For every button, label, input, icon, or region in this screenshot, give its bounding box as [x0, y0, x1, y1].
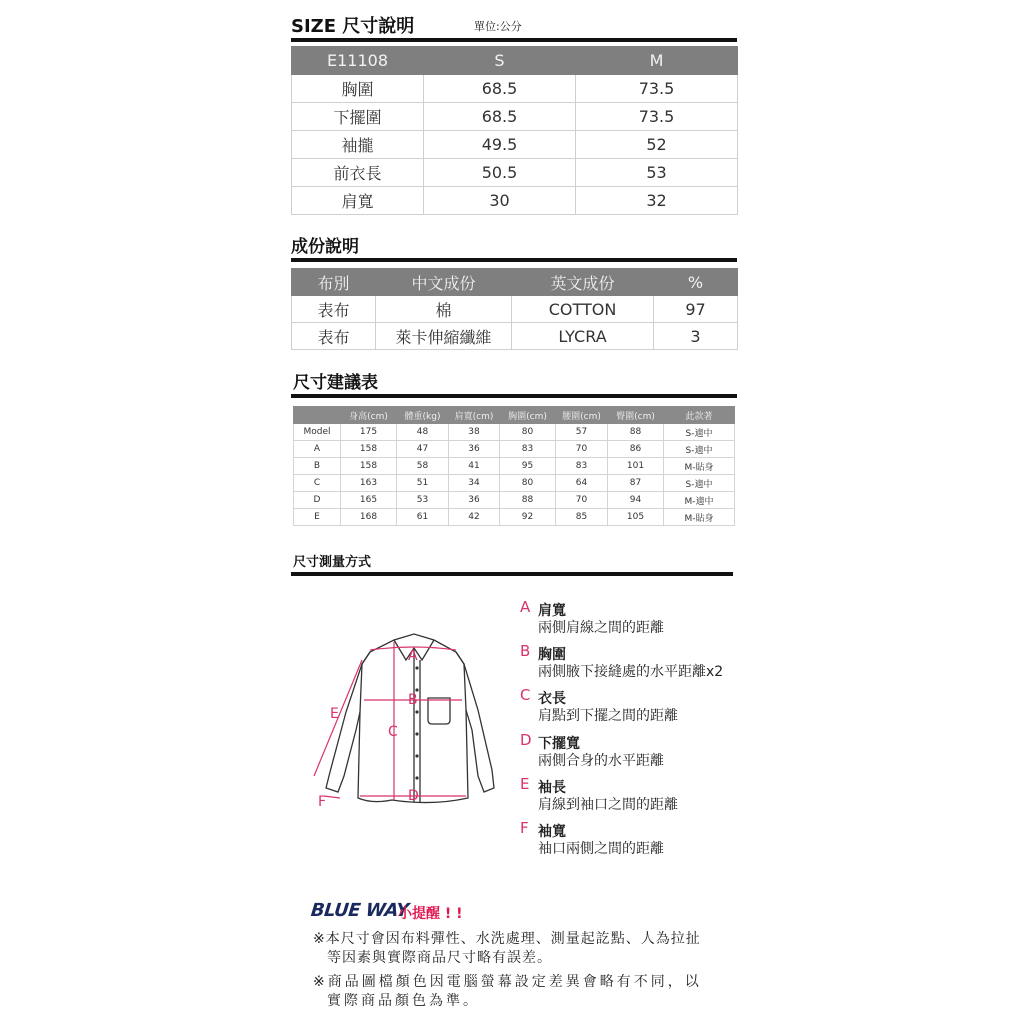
table-cell: 85 — [556, 509, 608, 526]
table-cell: A — [294, 441, 341, 458]
diagram-letter-a: A — [408, 648, 418, 664]
table-cell: 68.5 — [424, 103, 576, 131]
reminder-note-2-line-1: ※商品圖檔顏色因電腦螢幕設定差異會略有不同，以 — [313, 974, 702, 990]
recommend-header-cell: 胸圍(cm) — [500, 407, 556, 424]
recommend-table — [293, 406, 735, 526]
table-row — [294, 458, 735, 475]
table-cell: 83 — [500, 441, 556, 458]
table-cell: M-適中 — [664, 492, 735, 509]
shirt-measurement-diagram — [296, 620, 518, 816]
composition-table-header — [292, 269, 738, 296]
table-row — [294, 424, 735, 441]
table-cell: 68.5 — [424, 75, 576, 103]
table-cell: S-適中 — [664, 475, 735, 492]
table-cell: C — [294, 475, 341, 492]
table-cell: 88 — [500, 492, 556, 509]
composition-header-cell: 中文成份 — [376, 269, 512, 296]
table-cell: 52 — [576, 131, 738, 159]
table-row — [294, 475, 735, 492]
table-cell: M-貼身 — [664, 458, 735, 475]
legend-desc: 袖口兩側之間的距離 — [538, 841, 664, 857]
table-cell: 32 — [576, 187, 738, 215]
table-cell: 97 — [654, 296, 738, 323]
table-cell: 158 — [341, 458, 397, 475]
table-cell: 64 — [556, 475, 608, 492]
recommend-header-cell: 體重(kg) — [397, 407, 449, 424]
legend-letter: E — [520, 775, 530, 793]
reminder-label: 小提醒 ! ! — [398, 906, 463, 922]
table-cell: 53 — [576, 159, 738, 187]
table-cell: 47 — [397, 441, 449, 458]
legend-letter: D — [520, 731, 532, 749]
composition-header-cell: % — [654, 269, 738, 296]
table-cell: 萊卡伸縮纖維 — [376, 323, 512, 350]
table-cell: 50.5 — [424, 159, 576, 187]
table-cell: 73.5 — [576, 75, 738, 103]
legend-letter: B — [520, 642, 531, 660]
table-cell: 105 — [608, 509, 664, 526]
table-cell: 41 — [449, 458, 500, 475]
shirt-pocket — [428, 698, 450, 724]
shirt-right-sleeve — [456, 652, 494, 792]
size-section-rule — [291, 38, 737, 42]
legend-desc: 兩側腋下接縫處的水平距離x2 — [538, 664, 724, 680]
diagram-letter-c: C — [388, 724, 398, 740]
reminder-note-2 — [313, 973, 743, 1011]
legend-title: 衣長 — [538, 691, 566, 707]
legend-title: 肩寬 — [538, 603, 566, 619]
table-cell: 棉 — [376, 296, 512, 323]
legend-desc: 肩點到下擺之間的距離 — [538, 708, 678, 724]
table-cell: Model — [294, 424, 341, 441]
table-cell: 30 — [424, 187, 576, 215]
recommend-header-cell: 腰圍(cm) — [556, 407, 608, 424]
table-cell: 86 — [608, 441, 664, 458]
table-row — [294, 492, 735, 509]
table-cell: 49.5 — [424, 131, 576, 159]
legend-title: 胸圍 — [538, 647, 566, 663]
shirt-left-sleeve — [326, 652, 370, 792]
table-cell: 73.5 — [576, 103, 738, 131]
table-cell: 58 — [397, 458, 449, 475]
table-row — [292, 103, 738, 131]
measure-line-f — [324, 796, 340, 798]
table-cell: 83 — [556, 458, 608, 475]
table-cell: D — [294, 492, 341, 509]
legend-title: 袖寬 — [538, 824, 566, 840]
table-cell: 51 — [397, 475, 449, 492]
table-row — [292, 131, 738, 159]
table-cell: 168 — [341, 509, 397, 526]
table-cell: 胸圍 — [292, 75, 424, 103]
table-cell: B — [294, 458, 341, 475]
measure-section-title: 尺寸測量方式 — [293, 555, 372, 570]
table-cell: 70 — [556, 492, 608, 509]
table-row — [292, 296, 738, 323]
size-section-title: SIZE 尺寸說明 — [291, 16, 415, 37]
legend-letter: C — [520, 686, 531, 704]
recommend-header-cell: 臀圍(cm) — [608, 407, 664, 424]
reminder-note-1-line-2: 等因素與實際商品尺寸略有誤差。 — [327, 950, 552, 966]
table-cell: 下擺圍 — [292, 103, 424, 131]
table-row — [292, 323, 738, 350]
table-cell: 48 — [397, 424, 449, 441]
table-cell: 158 — [341, 441, 397, 458]
table-cell: 表布 — [292, 296, 376, 323]
size-header-cell: E11108 — [292, 47, 424, 75]
legend-letter: F — [520, 819, 529, 837]
table-cell: 80 — [500, 424, 556, 441]
composition-header-cell: 布別 — [292, 269, 376, 296]
table-row — [292, 159, 738, 187]
size-table-header — [292, 47, 738, 75]
recommend-header-cell: 身高(cm) — [341, 407, 397, 424]
table-cell: 61 — [397, 509, 449, 526]
table-cell: 101 — [608, 458, 664, 475]
recommend-section-title: 尺寸建議表 — [293, 373, 378, 393]
diagram-letter-b: B — [408, 692, 418, 708]
table-cell: 肩寬 — [292, 187, 424, 215]
table-cell: COTTON — [512, 296, 654, 323]
legend-desc: 兩側肩線之間的距離 — [538, 620, 664, 636]
recommend-header-cell: 肩寬(cm) — [449, 407, 500, 424]
table-row — [294, 509, 735, 526]
legend-desc: 肩線到袖口之間的距離 — [538, 797, 678, 813]
recommend-table-header — [294, 407, 735, 424]
table-cell: 42 — [449, 509, 500, 526]
table-cell: 3 — [654, 323, 738, 350]
table-cell: 前衣長 — [292, 159, 424, 187]
table-cell: 34 — [449, 475, 500, 492]
composition-section-rule — [291, 258, 737, 262]
legend-letter: A — [520, 598, 531, 616]
table-cell: 57 — [556, 424, 608, 441]
table-cell: 95 — [500, 458, 556, 475]
recommend-header-cell — [294, 407, 341, 424]
table-cell: 袖攏 — [292, 131, 424, 159]
composition-section-title: 成份說明 — [291, 237, 359, 257]
table-cell: 92 — [500, 509, 556, 526]
diagram-letter-e: E — [330, 706, 339, 722]
table-cell: 163 — [341, 475, 397, 492]
size-unit-label: 單位:公分 — [474, 20, 522, 33]
reminder-note-1 — [313, 930, 743, 968]
table-cell: 36 — [449, 492, 500, 509]
table-cell: 表布 — [292, 323, 376, 350]
diagram-letter-d: D — [408, 788, 419, 804]
diagram-letter-f: F — [318, 794, 327, 810]
table-cell: 94 — [608, 492, 664, 509]
table-cell: 175 — [341, 424, 397, 441]
table-row — [292, 75, 738, 103]
table-cell: E — [294, 509, 341, 526]
table-cell: M-貼身 — [664, 509, 735, 526]
size-header-cell: S — [424, 47, 576, 75]
composition-table — [291, 268, 738, 350]
composition-header-cell: 英文成份 — [512, 269, 654, 296]
reminder-note-2-line-2: 實際商品顏色為準。 — [327, 993, 480, 1009]
measure-section-rule — [291, 572, 733, 576]
table-cell: 70 — [556, 441, 608, 458]
table-row — [294, 441, 735, 458]
brand-logo: BLUE WAY — [309, 900, 410, 921]
table-cell: 87 — [608, 475, 664, 492]
table-cell: S-適中 — [664, 441, 735, 458]
size-header-cell: M — [576, 47, 738, 75]
recommend-section-rule — [291, 394, 737, 398]
reminder-note-1-line-1: ※本尺寸會因布料彈性、水洗處理、測量起訖點、人為拉扯 — [313, 931, 701, 947]
legend-desc: 兩側合身的水平距離 — [538, 753, 664, 769]
table-cell: 36 — [449, 441, 500, 458]
table-row — [292, 187, 738, 215]
table-cell: 165 — [341, 492, 397, 509]
table-cell: LYCRA — [512, 323, 654, 350]
recommend-header-cell: 此款著 — [664, 407, 735, 424]
legend-title: 下擺寬 — [538, 736, 580, 752]
table-cell: S-適中 — [664, 424, 735, 441]
table-cell: 53 — [397, 492, 449, 509]
legend-title: 袖長 — [538, 780, 566, 796]
size-table — [291, 46, 738, 215]
table-cell: 38 — [449, 424, 500, 441]
table-cell: 88 — [608, 424, 664, 441]
table-cell: 80 — [500, 475, 556, 492]
